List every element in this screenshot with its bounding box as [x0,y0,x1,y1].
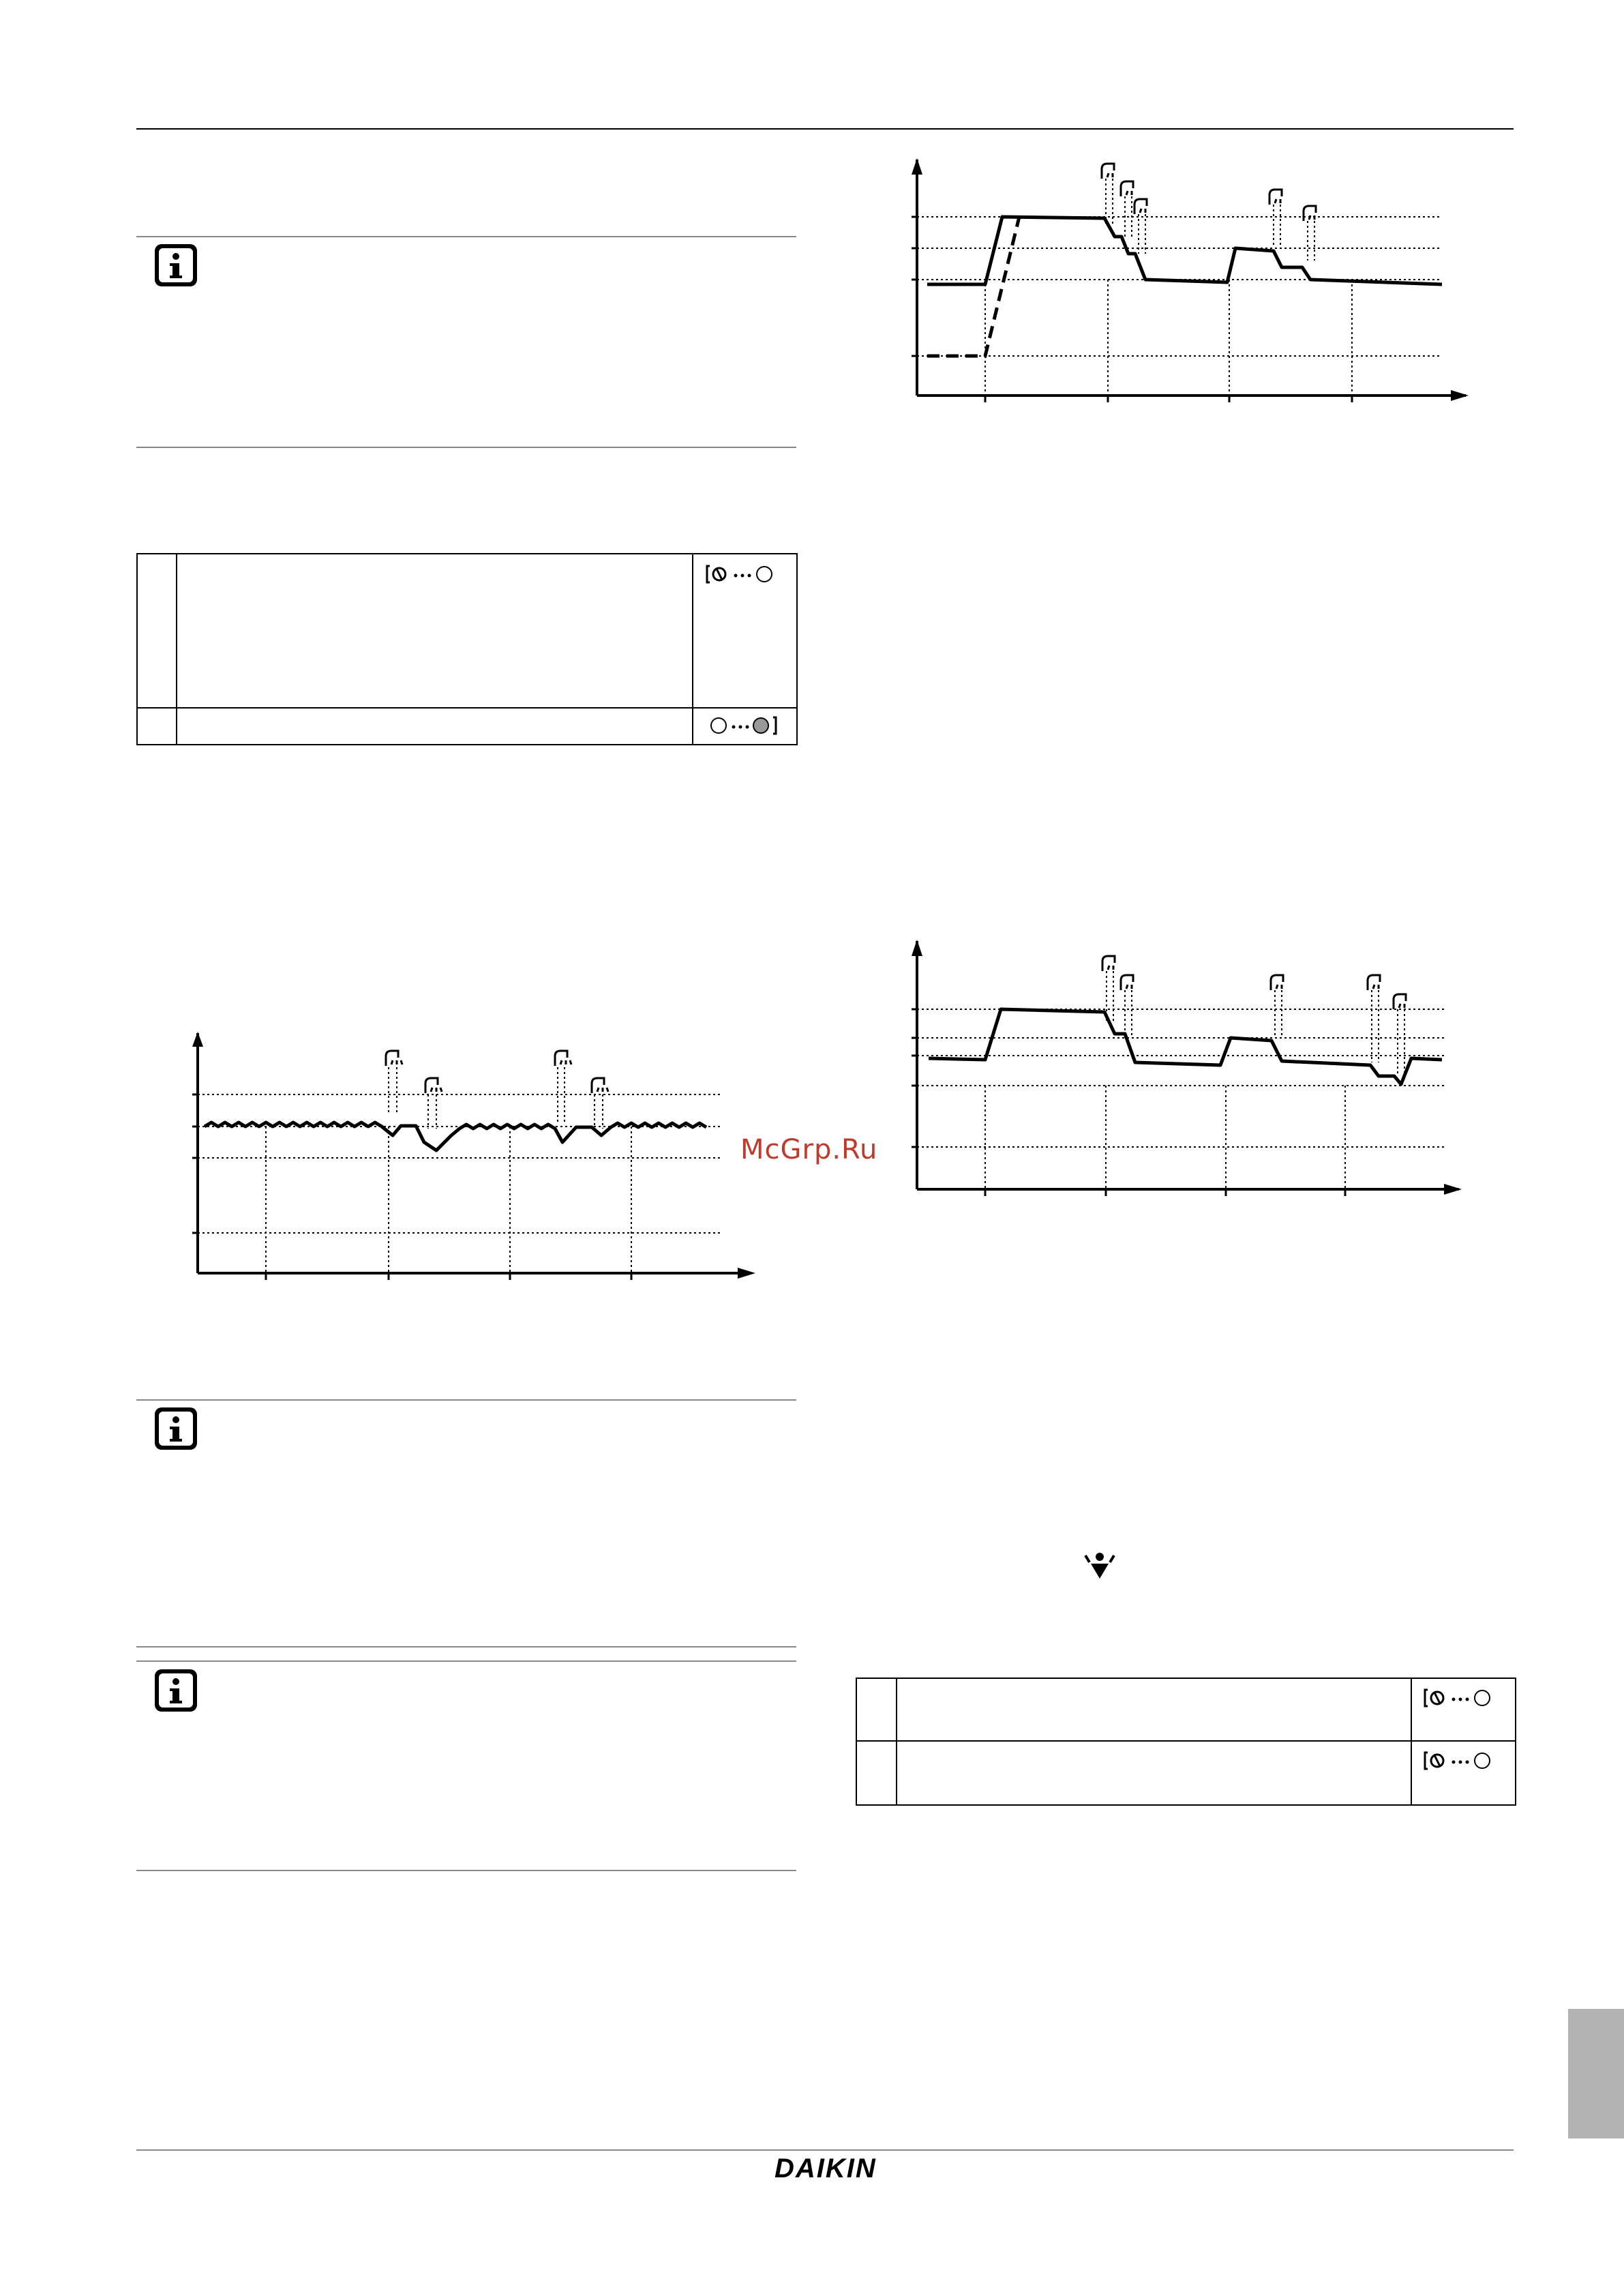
shower-icon [1102,164,1114,179]
info-box-bottom-rule [136,447,796,448]
language-side-tab [1568,2009,1624,2138]
info-icon [153,243,198,288]
table-row-divider [856,1740,1515,1742]
shower-icon [1102,956,1115,971]
info-box-top-rule [136,1399,796,1401]
table-row-divider [136,707,796,709]
daikin-logo: DAIKIN [775,2153,877,2183]
heat-pump-on-icon [704,562,779,586]
header-rule [136,128,1514,130]
heat-pump-off-icon [709,713,784,738]
info-box-bottom-rule [136,1646,796,1648]
settings-table [136,553,798,745]
info-box-bottom-rule [136,1870,796,1871]
table-divider [176,553,177,744]
watermark: McGrp.Ru [740,1134,878,1165]
dhw-temperature-chart-left [184,1026,764,1285]
shower-icon [1394,994,1406,1009]
footer-rule [136,2149,1514,2151]
dhw-temperature-chart-top [900,151,1479,411]
dhw-temperature-chart-middle [900,933,1479,1206]
shower-icon [1304,206,1316,221]
settings-table [856,1678,1516,1806]
shower-icon [555,1051,571,1066]
shower-icon [1368,975,1380,990]
info-box-top-rule [136,1660,796,1662]
mode-icon [1083,1550,1117,1581]
shower-icon [425,1078,442,1093]
shower-icon [386,1051,402,1066]
temperature-line [929,1009,1442,1084]
table-divider [692,553,693,744]
shower-icon [592,1078,608,1093]
heat-pump-on-icon [1422,1686,1497,1710]
info-box-top-rule [136,236,796,237]
shower-icon [1121,181,1133,196]
info-icon [153,1406,198,1451]
shower-icon [1271,975,1283,990]
info-icon [153,1668,198,1713]
shower-icon [1134,199,1147,214]
shower-icon [1269,190,1282,205]
heat-pump-on-icon [1422,1748,1497,1773]
shower-icon [1121,975,1133,990]
